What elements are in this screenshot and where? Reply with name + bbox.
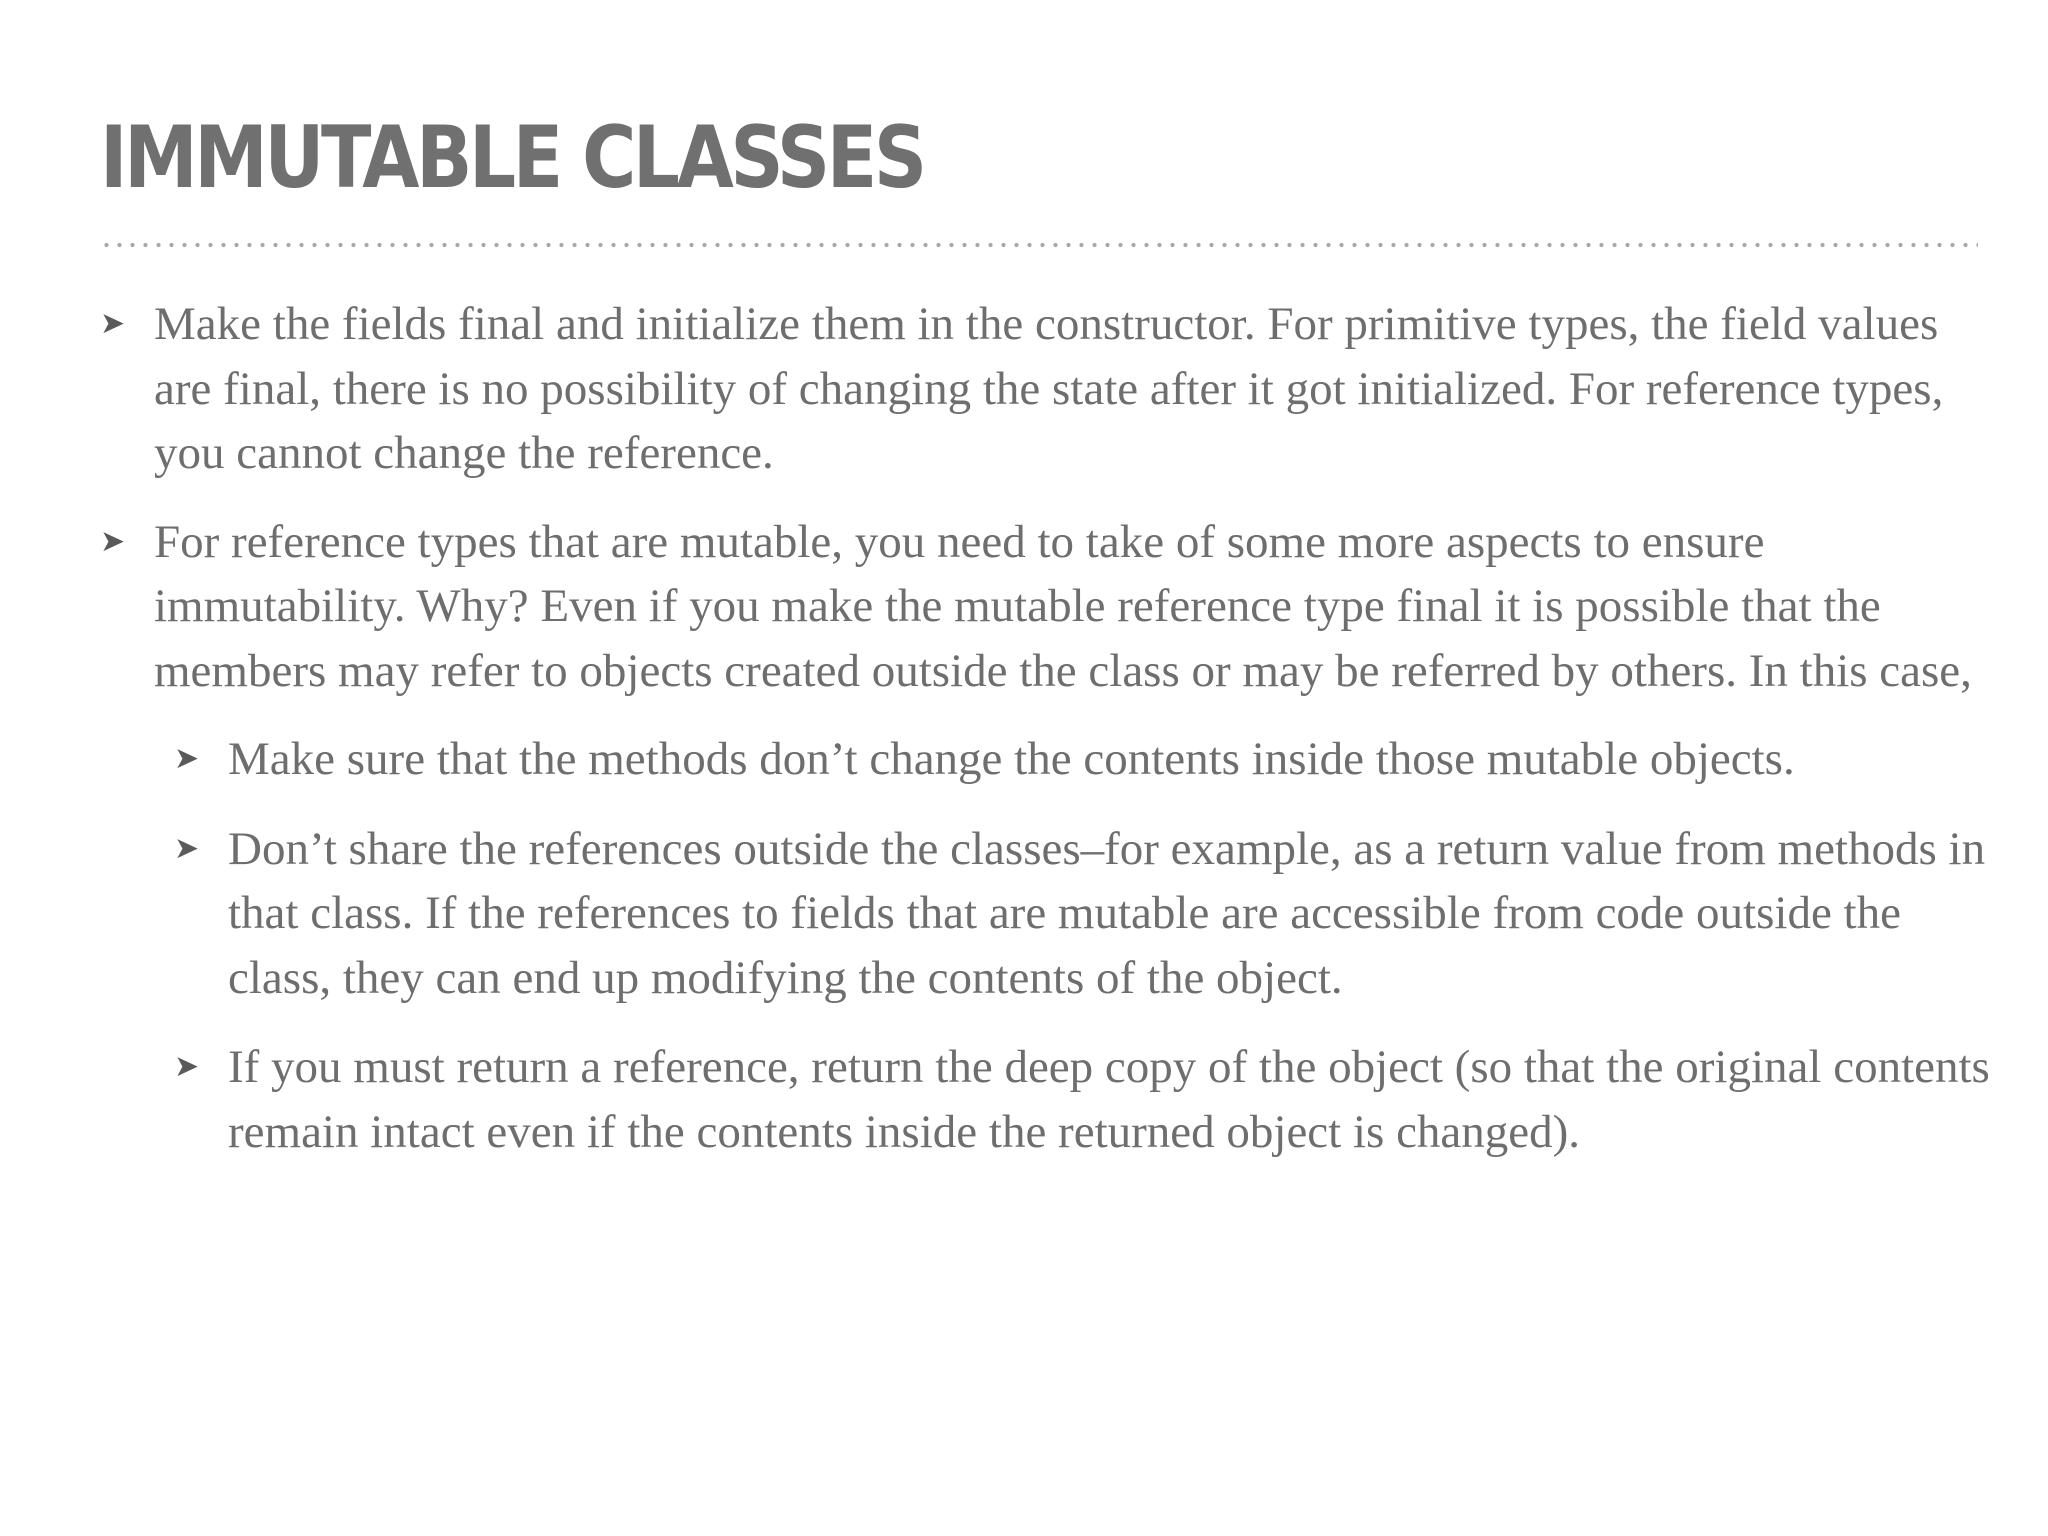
bullet-list xyxy=(100,292,1990,1189)
bullet-text: For reference types that are mutable, you need to take of some more aspects to ensure immutability. Why? Even if you make the mutable reference type final it is possible that the members may refer to objects created outside the class or may be referred by others. In this case, xyxy=(154,515,1972,697)
sub-bullet-item xyxy=(174,1035,1990,1164)
arrowhead-bullet-icon: ➤ xyxy=(174,830,200,866)
sub-bullet-item xyxy=(174,727,1990,792)
sub-bullet-text: Make sure that the methods don’t change the contents inside those mutable objects. xyxy=(228,733,1795,785)
arrowhead-bullet-icon: ➤ xyxy=(174,741,200,776)
bullet-item xyxy=(100,510,1990,704)
bullet-text: Make the fields final and initialize them in the constructor. For primitive types, the field values are final, there is no possibility of changing the state after it got initialized. For reference types, you cannot change the reference. xyxy=(154,298,1944,479)
sub-bullet-text: If you must return a reference, return the deep copy of the object (so that the original contents remain intact even if the contents inside the returned object is changed). xyxy=(228,1041,1990,1158)
sub-bullet-item xyxy=(174,817,1990,1011)
sub-bullet-text: Don’t share the references outside the classes–for example, as a return value from methods in that class. If the references to fields that are mutable are accessible from code outside the class, they can end up modifying the contents of the object. xyxy=(228,822,1986,1004)
arrowhead-bullet-icon: ➤ xyxy=(100,306,126,341)
arrowhead-bullet-icon: ➤ xyxy=(174,1049,200,1084)
bullet-item xyxy=(100,292,1990,486)
arrowhead-bullet-icon: ➤ xyxy=(100,523,126,559)
dotted-divider xyxy=(100,242,1978,248)
slide-title: IMMUTABLE CLASSES xyxy=(100,108,924,208)
